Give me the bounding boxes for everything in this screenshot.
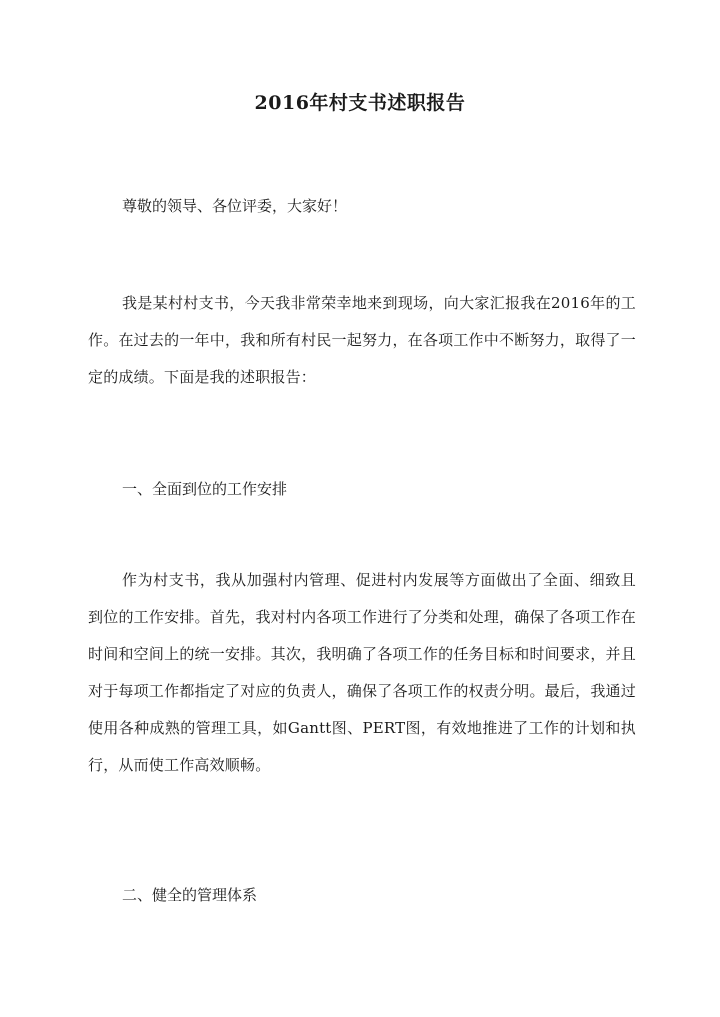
intro-paragraph: 我是某村村支书，今天我非常荣幸地来到现场，向大家汇报我在2016年的工作。在过去的一年中，我和所有村民一起努力，在各项工作中不断努力，取得了一定的成绩。下面是我的述职报告： bbox=[88, 294, 636, 386]
greeting-line: 尊敬的领导、各位评委，大家好！ bbox=[122, 197, 348, 215]
section-heading-1: 一、全面到位的工作安排 bbox=[122, 480, 288, 498]
section-1-paragraph: 作为村支书，我从加强村内管理、促进村内发展等方面做出了全面、细致且到位的工作安排。首先，我对村内各项工作进行了分类和处理，确保了各项工作在时间和空间上的统一安排。其次，我明确了各项工作的任务目标和时间要求，并且对于每项工作都指定了对应的负责人，确保了各项工作的权责分明。最后，我通过使用各种成熟的管理工具，如Gantt图、PERT图，有效地推进了工作的计划和执行，从而使工作高效顺畅。 bbox=[88, 571, 636, 774]
document-title: 2016年村支书述职报告 bbox=[254, 92, 466, 114]
section-heading-2: 二、健全的管理体系 bbox=[122, 886, 258, 904]
